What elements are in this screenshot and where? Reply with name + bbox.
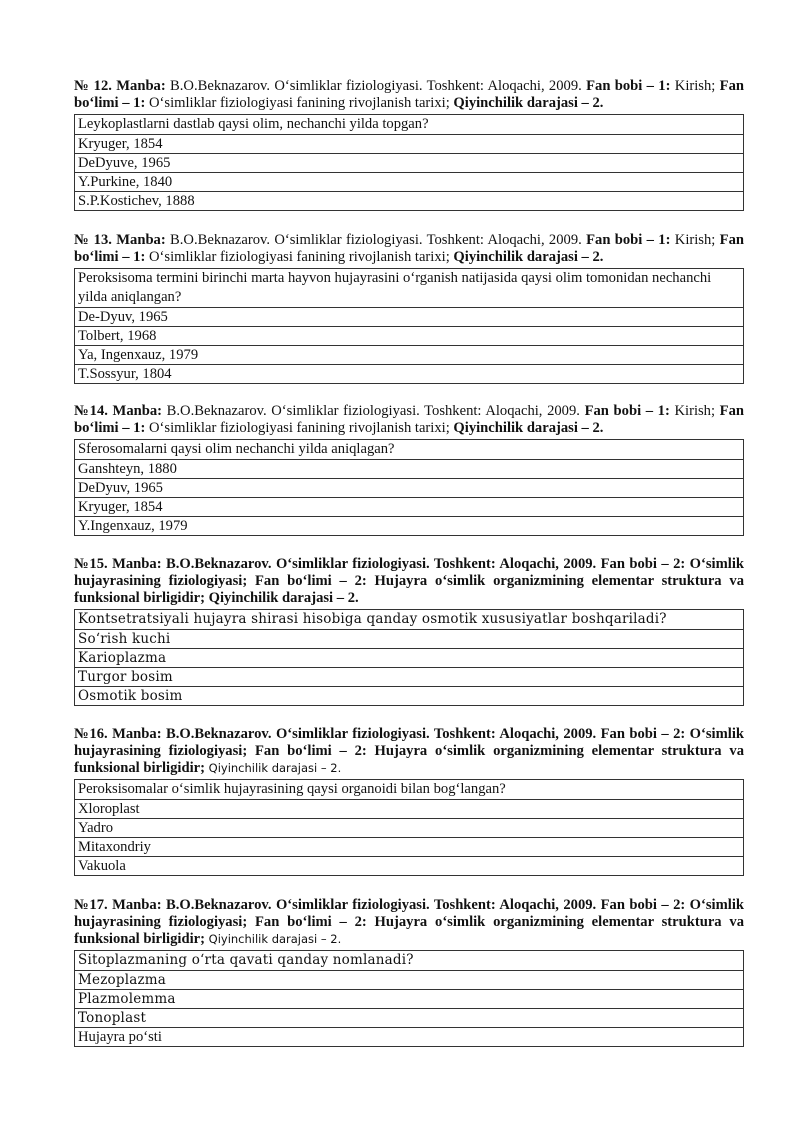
answer-option: De-Dyuv, 1965 (75, 308, 744, 327)
answer-option: Osmotik bosim (75, 687, 744, 706)
question-number: № 12. (74, 78, 112, 94)
question-header (74, 556, 744, 607)
section-label: Fan bo‘limi – 1: (74, 78, 744, 111)
answer-option: Mitaxondriy (75, 838, 744, 857)
question-table (74, 779, 744, 876)
answer-option: So‘rish kuchi (75, 630, 744, 649)
chapter-text: Kirish; (674, 403, 716, 419)
question-block-12 (74, 78, 744, 211)
source-text: B.O.Beknazarov. O‘simliklar fiziologiyasi. Toshkent: Aloqachi, 2009. (170, 78, 582, 94)
answer-option: DeDyuv, 1965 (75, 479, 744, 498)
chapter-text: Kirish; (674, 232, 716, 248)
answer-option: Vakuola (75, 857, 744, 876)
question-block-15 (74, 556, 744, 706)
question-block-17 (74, 897, 744, 1047)
answer-option: Plazmolemma (75, 990, 744, 1009)
answer-option: Xloroplast (75, 800, 744, 819)
question-block-14 (74, 403, 744, 536)
answer-option: S.P.Kostichev, 1888 (75, 192, 744, 211)
source-label: Manba: (116, 78, 166, 94)
section-text: O‘simliklar fiziologiyasi fanining rivojlanish tarixi; (149, 420, 450, 436)
answer-option: Kryuger, 1854 (75, 498, 744, 517)
chapter-label: Fan bobi – 1: (584, 403, 670, 419)
answer-option: Ya, Ingenxauz, 1979 (75, 346, 744, 365)
question-text: Sferosomalarni qaysi olim nechanchi yilda aniqlagan? (75, 440, 744, 460)
difficulty-label: Qiyinchilik darajasi – 2. (453, 249, 604, 265)
difficulty-label: Qiyinchilik darajasi – 2. (208, 761, 342, 775)
answer-option: Karioplazma (75, 649, 744, 668)
section-label: Fan bo‘limi – 1: (74, 403, 744, 436)
answer-option: T.Sossyur, 1804 (75, 365, 744, 384)
question-block-13 (74, 232, 744, 384)
question-header-text: №16. Manba: B.O.Beknazarov. O‘simliklar fiziologiyasi. Toshkent: Aloqachi, 2009. Fan bobi – 2: O‘simlik hujayrasining fiziologiyasi; Fan bo‘limi – 2: Hujayra o‘simlik organizmining elementar struktura va funksional birligidir; (74, 726, 744, 776)
question-table (74, 950, 744, 1047)
answer-option: Y.Ingenxauz, 1979 (75, 517, 744, 536)
answer-option: DeDyuve, 1965 (75, 154, 744, 173)
chapter-label: Fan bobi – 1: (586, 232, 671, 248)
section-text: O‘simliklar fiziologiyasi fanining rivojlanish tarixi; (149, 249, 450, 265)
chapter-label: Fan bobi – 1: (586, 78, 671, 94)
section-label: Fan bo‘limi – 1: (74, 232, 744, 265)
question-header-text: №15. Manba: B.O.Beknazarov. O‘simliklar fiziologiyasi. Toshkent: Aloqachi, 2009. Fan bobi – 2: O‘simlik hujayrasining fiziologiyasi; Fan bo‘limi – 2: Hujayra o‘simlik organizmining elementar struktura va funksional birligidir; Qiyinchilik darajasi – 2. (74, 556, 744, 606)
question-text: Leykoplastlarni dastlab qaysi olim, nechanchi yilda topgan? (75, 115, 744, 135)
source-label: Manba: (112, 403, 163, 419)
question-block-16 (74, 726, 744, 876)
source-text: B.O.Beknazarov. O‘simliklar fiziologiyasi. Toshkent: Aloqachi, 2009. (170, 232, 582, 248)
source-text: B.O.Beknazarov. O‘simliklar fiziologiyasi. Toshkent: Aloqachi, 2009. (166, 403, 580, 419)
question-text: Peroksisoma termini birinchi marta hayvon hujayrasini o‘rganish natijasida qaysi olim tomonidan nechanchi yilda aniqlangan? (75, 269, 744, 308)
answer-option: Turgor bosim (75, 668, 744, 687)
question-table (74, 439, 744, 536)
difficulty-label: Qiyinchilik darajasi – 2. (453, 420, 604, 436)
chapter-text: Kirish; (674, 78, 716, 94)
question-number: №14. (74, 403, 108, 419)
question-number: № 13. (74, 232, 112, 248)
answer-option: Kryuger, 1854 (75, 135, 744, 154)
question-header (74, 726, 744, 777)
question-header (74, 897, 744, 948)
question-table (74, 268, 744, 384)
question-header-text: №17. Manba: B.O.Beknazarov. O‘simliklar fiziologiyasi. Toshkent: Aloqachi, 2009. Fan bobi – 2: O‘simlik hujayrasining fiziologiyasi; Fan bo‘limi – 2: Hujayra o‘simlik organizmining elementar struktura va funksional birligidir; (74, 897, 744, 947)
answer-option: Yadro (75, 819, 744, 838)
question-header (74, 232, 744, 266)
answer-option: Tolbert, 1968 (75, 327, 744, 346)
question-text: Peroksisomalar o‘simlik hujayrasining qaysi organoidi bilan bog‘langan? (75, 780, 744, 800)
question-text: Sitoplazmaning o‘rta qavati qanday nomlanadi? (75, 951, 744, 971)
source-label: Manba: (116, 232, 166, 248)
answer-option: Ganshteyn, 1880 (75, 460, 744, 479)
answer-option: Hujayra po‘sti (75, 1028, 744, 1047)
question-table (74, 609, 744, 706)
answer-option: Tonoplast (75, 1009, 744, 1028)
difficulty-label: Qiyinchilik darajasi – 2. (453, 95, 604, 111)
question-header (74, 403, 744, 437)
question-text: Kontsetratsiyali hujayra shirasi hisobiga qanday osmotik xususiyatlar boshqariladi? (75, 610, 744, 630)
question-table (74, 114, 744, 211)
section-text: O‘simliklar fiziologiyasi fanining rivojlanish tarixi; (149, 95, 450, 111)
question-header (74, 78, 744, 112)
answer-option: Mezoplazma (75, 971, 744, 990)
difficulty-label: Qiyinchilik darajasi – 2. (208, 932, 342, 946)
answer-option: Y.Purkine, 1840 (75, 173, 744, 192)
